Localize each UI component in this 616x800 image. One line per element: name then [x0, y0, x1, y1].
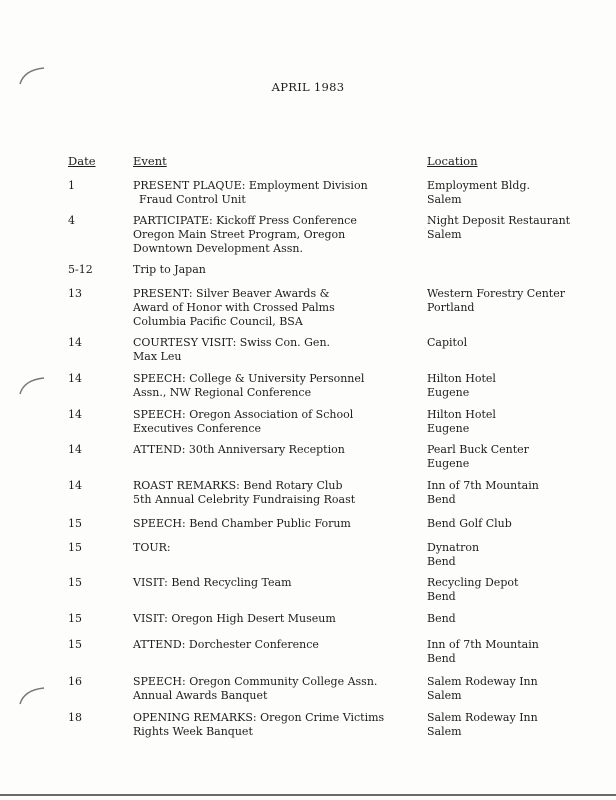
- row-date: 14: [68, 372, 82, 385]
- event-line: ATTEND: 30th Anniversary Reception: [133, 443, 345, 456]
- row-location: [427, 443, 607, 471]
- location-line: Bend: [427, 652, 456, 665]
- row-date: 15: [68, 517, 82, 530]
- event-line: PARTICIPATE: Kickoff Press Conference: [133, 214, 357, 227]
- row-location: [427, 214, 607, 242]
- event-line: Executives Conference: [133, 422, 262, 435]
- row-event: [133, 675, 413, 703]
- row-location: [427, 711, 607, 739]
- event-line: ROAST REMARKS: Bend Rotary Club: [133, 479, 343, 492]
- location-line: Bend: [427, 612, 456, 625]
- location-line: Recycling Depot: [427, 576, 519, 589]
- row-location: [427, 541, 607, 569]
- location-line: Dynatron: [427, 541, 480, 554]
- event-line: OPENING REMARKS: Oregon Crime Victims: [133, 711, 385, 724]
- row-event: [133, 576, 413, 590]
- row-date: 14: [68, 443, 82, 456]
- location-line: Bend: [427, 555, 456, 568]
- row-location: [427, 372, 607, 400]
- row-event: [133, 612, 413, 626]
- row-location: [427, 408, 607, 436]
- location-line: Eugene: [427, 457, 470, 470]
- row-event: [133, 263, 413, 277]
- location-line: Portland: [427, 301, 475, 314]
- location-line: Salem: [427, 228, 462, 241]
- row-location: [427, 675, 607, 703]
- row-location: [427, 638, 607, 666]
- page-bottom-edge: [0, 794, 616, 796]
- row-event: [133, 711, 413, 739]
- row-location: [427, 612, 607, 626]
- event-line: Fraud Control Unit: [139, 193, 246, 206]
- row-event: [133, 443, 413, 457]
- row-event: [133, 408, 413, 436]
- row-date: 15: [68, 612, 82, 625]
- event-line: SPEECH: Bend Chamber Public Forum: [133, 517, 351, 530]
- location-line: Eugene: [427, 386, 470, 399]
- location-line: Eugene: [427, 422, 470, 435]
- row-event: [133, 479, 413, 507]
- row-date: 14: [68, 479, 82, 492]
- event-line: PRESENT PLAQUE: Employment Division: [133, 179, 368, 192]
- location-line: Salem Rodeway Inn: [427, 711, 538, 724]
- event-line: VISIT: Bend Recycling Team: [133, 576, 292, 589]
- row-date: 18: [68, 711, 82, 724]
- event-line: Max Leu: [133, 350, 182, 363]
- row-event: [133, 541, 413, 555]
- row-location: [427, 287, 607, 315]
- location-line: Salem Rodeway Inn: [427, 675, 538, 688]
- location-line: Night Deposit Restaurant: [427, 214, 571, 227]
- row-date: 4: [68, 214, 75, 227]
- event-line: Assn., NW Regional Conference: [133, 386, 312, 399]
- event-line: SPEECH: Oregon Community College Assn.: [133, 675, 378, 688]
- event-line: 5th Annual Celebrity Fundraising Roast: [133, 493, 356, 506]
- event-line: SPEECH: College & University Personnel: [133, 372, 365, 385]
- row-date: 15: [68, 638, 82, 651]
- row-date: 14: [68, 336, 82, 349]
- date-column-header: Date: [68, 154, 96, 168]
- row-date: 15: [68, 576, 82, 589]
- row-location: [427, 576, 607, 604]
- location-line: Bend Golf Club: [427, 517, 512, 530]
- row-date: 16: [68, 675, 82, 688]
- event-line: TOUR:: [133, 541, 171, 554]
- location-line: Salem: [427, 193, 462, 206]
- location-column-header: Location: [427, 154, 478, 168]
- location-line: Inn of 7th Mountain: [427, 638, 539, 651]
- event-line: Columbia Pacific Council, BSA: [133, 315, 303, 328]
- location-line: Salem: [427, 689, 462, 702]
- event-line: VISIT: Oregon High Desert Museum: [133, 612, 336, 625]
- event-line: SPEECH: Oregon Association of School: [133, 408, 354, 421]
- location-line: Employment Bldg.: [427, 179, 530, 192]
- location-line: Capitol: [427, 336, 468, 349]
- location-line: Hilton Hotel: [427, 408, 496, 421]
- row-event: [133, 336, 413, 364]
- page-title: APRIL 1983: [271, 80, 345, 94]
- row-location: [427, 179, 607, 207]
- row-event: [133, 214, 413, 256]
- row-event: [133, 517, 413, 531]
- row-event: [133, 287, 413, 329]
- event-line: Award of Honor with Crossed Palms: [133, 301, 335, 314]
- row-event: [133, 179, 413, 207]
- location-line: Salem: [427, 725, 462, 738]
- row-location: [427, 517, 607, 531]
- punch-hole-mark-middle: [18, 376, 46, 396]
- event-column-header: Event: [133, 154, 167, 168]
- location-line: Bend: [427, 493, 456, 506]
- row-date: 1: [68, 179, 75, 192]
- location-line: Western Forestry Center: [427, 287, 565, 300]
- event-line: Annual Awards Banquet: [133, 689, 268, 702]
- event-line: COURTESY VISIT: Swiss Con. Gen.: [133, 336, 331, 349]
- event-line: PRESENT: Silver Beaver Awards &: [133, 287, 330, 300]
- punch-hole-mark-bottom: [18, 686, 46, 706]
- event-line: Oregon Main Street Program, Oregon: [133, 228, 346, 241]
- location-line: Pearl Buck Center: [427, 443, 529, 456]
- row-location: [427, 479, 607, 507]
- row-date: 13: [68, 287, 82, 300]
- row-date: 5-12: [68, 263, 93, 276]
- event-line: Trip to Japan: [133, 263, 206, 276]
- row-location: [427, 336, 607, 350]
- location-line: Hilton Hotel: [427, 372, 496, 385]
- location-line: Bend: [427, 590, 456, 603]
- row-event: [133, 638, 413, 652]
- row-date: 15: [68, 541, 82, 554]
- location-line: Inn of 7th Mountain: [427, 479, 539, 492]
- row-date: 14: [68, 408, 82, 421]
- event-line: Rights Week Banquet: [133, 725, 253, 738]
- event-line: ATTEND: Dorchester Conference: [133, 638, 319, 651]
- row-event: [133, 372, 413, 400]
- event-line: Downtown Development Assn.: [133, 242, 303, 255]
